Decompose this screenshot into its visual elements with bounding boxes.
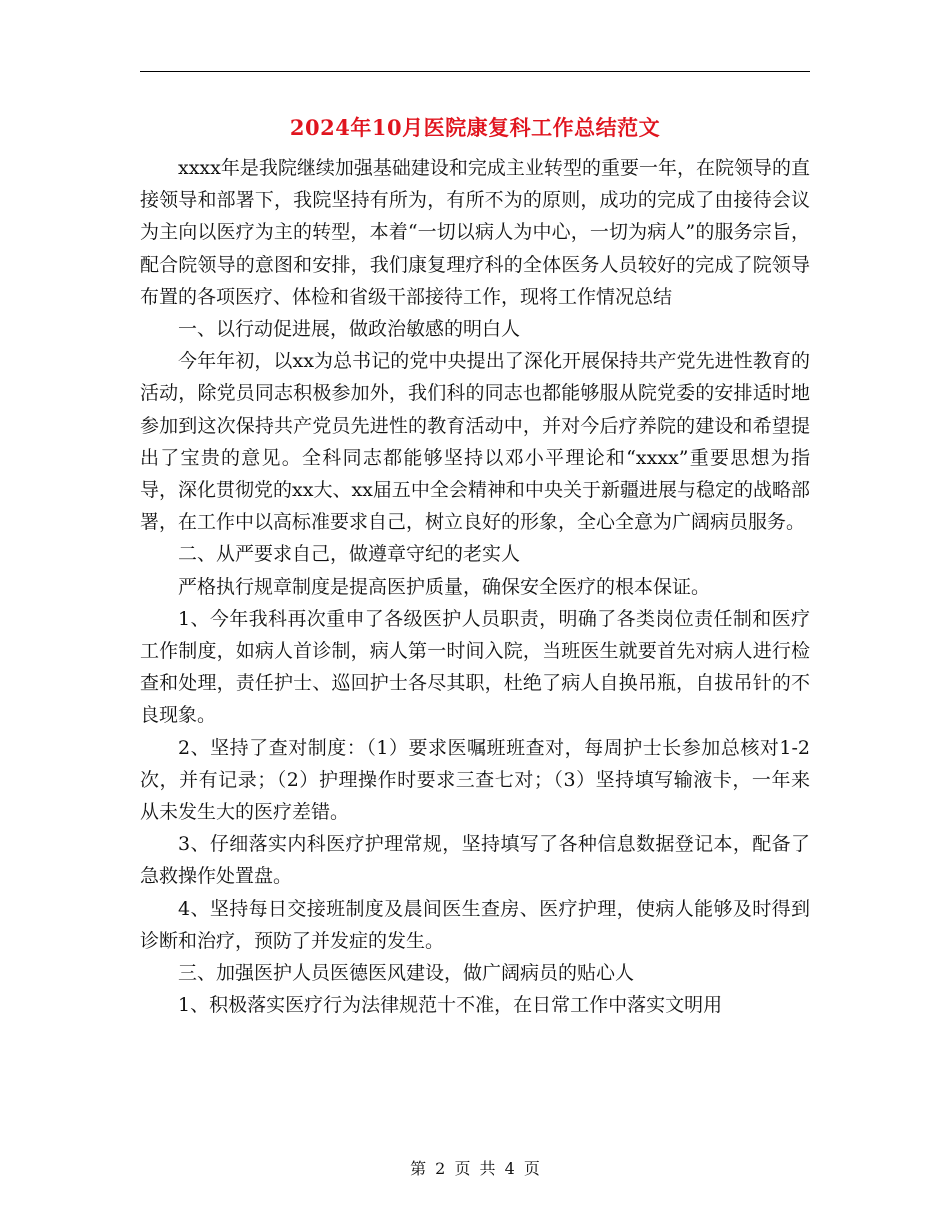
document-body [140, 152, 810, 1021]
section-heading-2: 二、从严要求自己，做遵章守纪的老实人 [178, 543, 521, 566]
paragraph-section-2: 严格执行规章制度是提高医护质量，确保安全医疗的根本保证。 [178, 575, 711, 598]
header-rule [140, 71, 810, 72]
list-item-4: 4、坚持每日交接班制度及晨间医生查房、医疗护理，使病人能够及时得到诊断和治疗，预防了并发症的发生。 [140, 897, 810, 952]
document-title: 2024年10月医院康复科工作总结范文 [289, 115, 661, 140]
page-footer: 第 2 页 共 4 页 [410, 1159, 540, 1178]
section-heading-3: 三、加强医护人员医德医风建设，做广阔病员的贴心人 [178, 962, 635, 985]
section-heading-1: 一、以行动促进展，做政治敏感的明白人 [178, 318, 521, 341]
list-item-section-3-1: 1、积极落实医疗行为法律规范十不准，在日常工作中落实文明用 [178, 994, 723, 1017]
list-item-1: 1、今年我科再次重申了各级医护人员职责，明确了各类岗位责任制和医疗工作制度，如病人首诊制，病人第一时间入院，当班医生就要首先对病人进行检查和处理，责任护士、巡回护士各尽其职，杜绝了病人自换吊瓶，自拔吊针的不良现象。 [140, 607, 810, 727]
paragraph-section-1: 今年年初，以xx为总书记的党中央提出了深化开展保持共产党先进性教育的活动，除党员同志积极参加外，我们科的同志也都能够服从院党委的安排适时地参加到这次保持共产党员先进性的教育活动中，并对今后疗养院的建设和希望提出了宝贵的意见。全科同志都能够坚持以邓小平理论和“xxxx”重要思想为指导，深化贯彻党的xx大、xx届五中全会精神和中央关于新疆进展与稳定的战略部署，在工作中以高标准要求自己，树立良好的形象，全心全意为广阔病员服务。 [140, 350, 810, 534]
paragraph-intro: xxxx年是我院继续加强基础建设和完成主业转型的重要一年，在院领导的直接领导和部署下，我院坚持有所为，有所不为的原则，成功的完成了由接待会议为主向以医疗为主的转型，本着“一切以病人为中心，一切为病人”的服务宗旨，配合院领导的意图和安排，我们康复理疗科的全体医务人员较好的完成了院领导布置的各项医疗、体检和省级干部接待工作，现将工作情况总结 [140, 157, 810, 308]
list-item-3: 3、仔细落实内科医疗护理常规，坚持填写了各种信息数据登记本，配备了急救操作处置盘。 [140, 833, 810, 888]
list-item-2: 2、坚持了查对制度：（1）要求医嘱班班查对，每周护士长参加总核对1-2次，并有记录；（2）护理操作时要求三查七对；（3）坚持填写输液卡，一年来从未发生大的医疗差错。 [140, 736, 810, 824]
